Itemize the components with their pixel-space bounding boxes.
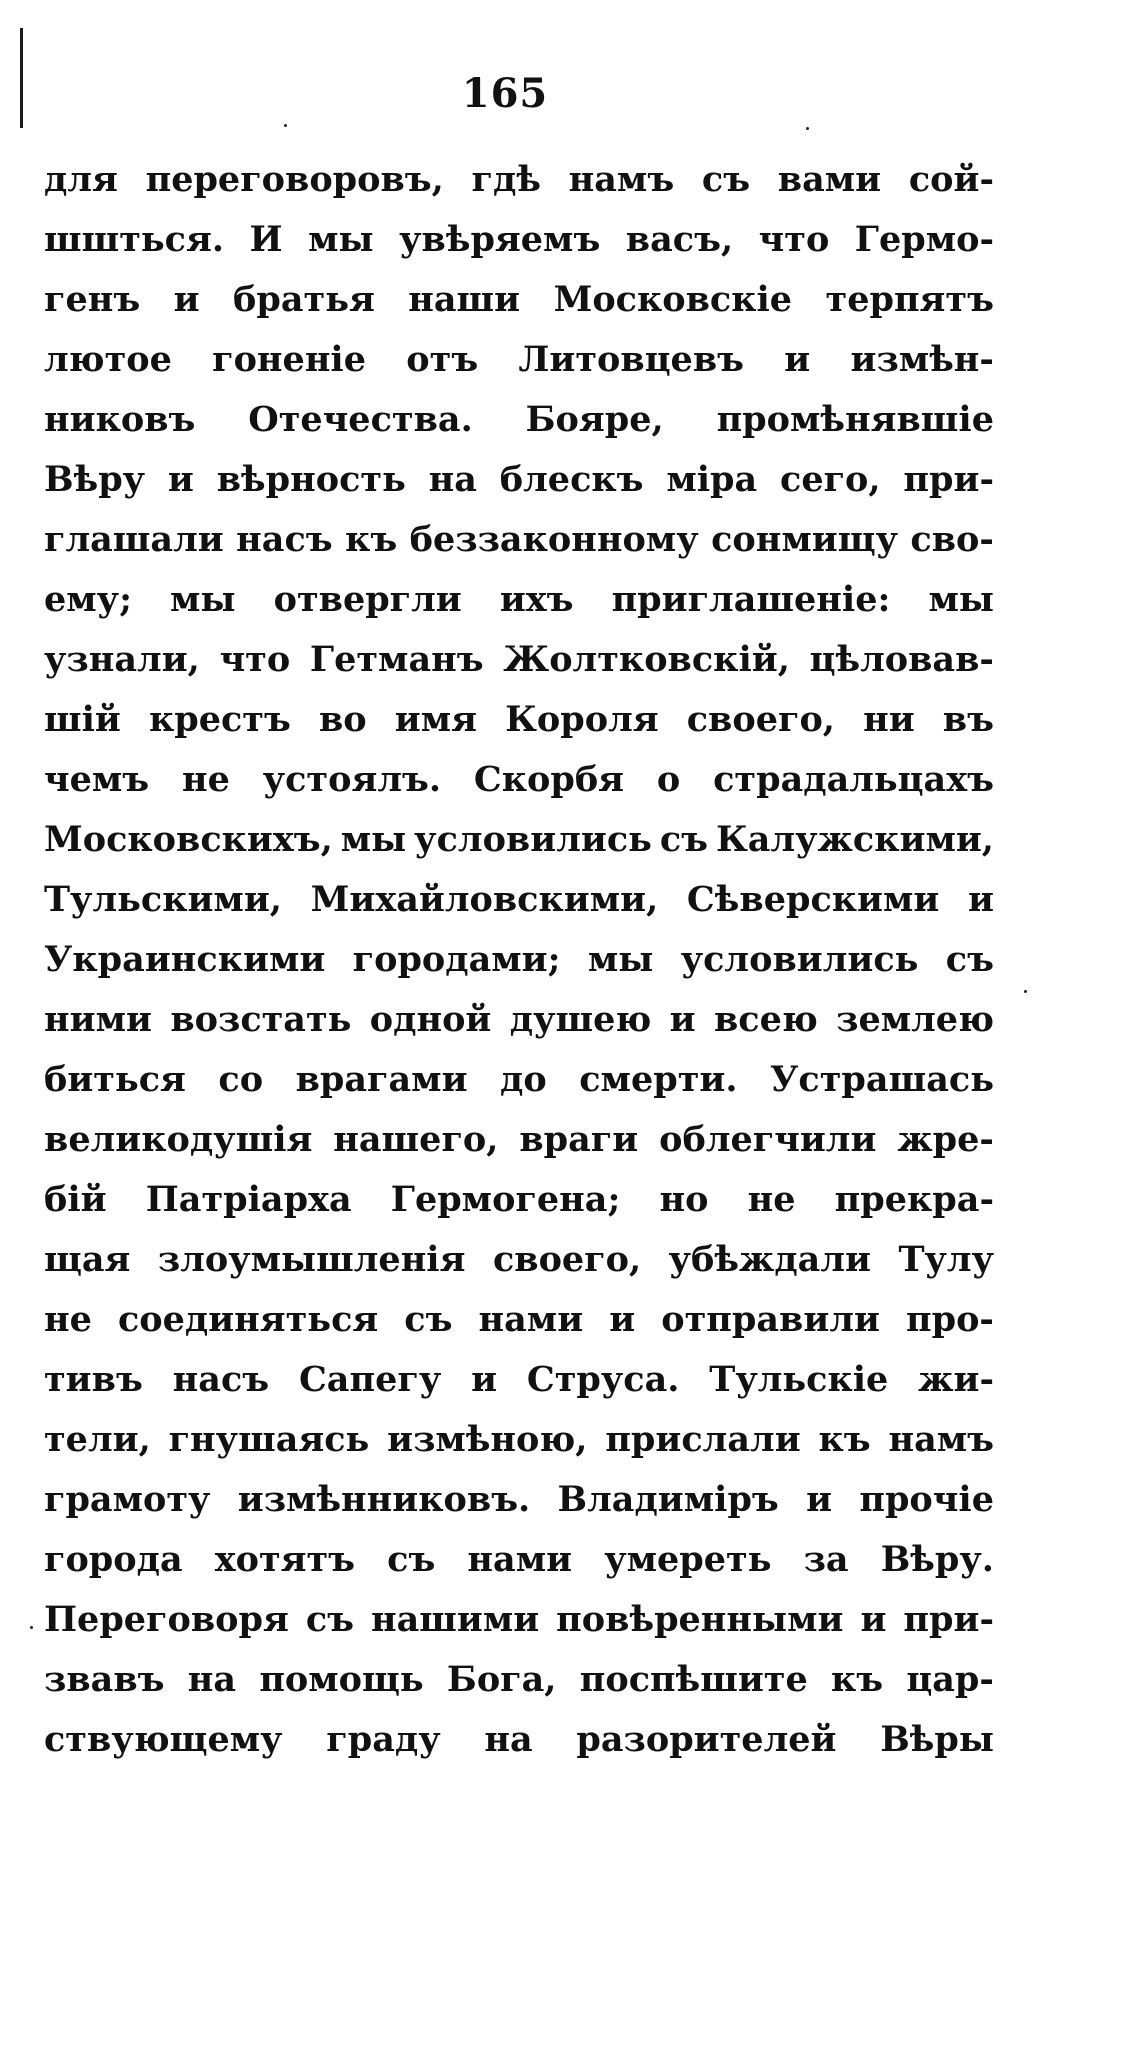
body-text xyxy=(44,150,994,1770)
word: и xyxy=(669,999,696,1040)
word: лютое xyxy=(44,339,172,380)
word: къ xyxy=(345,519,398,560)
word: городами; xyxy=(352,939,561,980)
word: Владиміръ xyxy=(557,1479,779,1520)
word: насъ xyxy=(172,1359,270,1400)
word: къ xyxy=(831,1659,884,1700)
text-line xyxy=(44,1590,994,1650)
word: за xyxy=(803,1539,849,1580)
word: Московскихъ, xyxy=(44,819,333,860)
word: при- xyxy=(903,459,994,500)
word: мы xyxy=(587,939,654,980)
word: и xyxy=(806,1479,833,1520)
word: нашими xyxy=(370,1599,540,1640)
word: увѣряемъ xyxy=(399,219,601,260)
print-speck xyxy=(1024,990,1027,993)
word: прислали xyxy=(605,1419,801,1460)
word: Сапегу xyxy=(298,1359,442,1400)
word: до xyxy=(500,1059,547,1100)
word: съ xyxy=(945,939,994,980)
word: Гермо- xyxy=(854,219,994,260)
word: поспѣшите xyxy=(579,1659,808,1700)
word: что xyxy=(758,219,830,260)
text-line xyxy=(44,1410,994,1470)
word: разорителей xyxy=(576,1719,837,1760)
word: цѣловав- xyxy=(809,639,994,680)
text-line xyxy=(44,510,994,570)
word: грамоту xyxy=(44,1479,211,1520)
word: убѣждали xyxy=(668,1239,871,1280)
word: не xyxy=(44,1299,92,1340)
word: и xyxy=(609,1299,636,1340)
word: промѣнявшіе xyxy=(716,399,994,440)
word: но xyxy=(659,1179,709,1220)
word: Михайловскими, xyxy=(310,879,659,920)
word: Бога, xyxy=(446,1659,557,1700)
text-line xyxy=(44,390,994,450)
text-line xyxy=(44,990,994,1050)
word: отвергли xyxy=(273,579,462,620)
word: Переговоря xyxy=(44,1599,289,1640)
word: на xyxy=(484,1719,533,1760)
word: сой- xyxy=(908,159,994,200)
word: сего, xyxy=(780,459,881,500)
text-line xyxy=(44,870,994,930)
word: никовъ xyxy=(44,399,196,440)
page-number: 165 xyxy=(461,70,549,117)
text-line xyxy=(44,150,994,210)
word: Вѣры xyxy=(880,1719,994,1760)
word: Тульскими, xyxy=(44,879,282,920)
text-line xyxy=(44,1050,994,1110)
text-line xyxy=(44,630,994,690)
word: глашали xyxy=(44,519,224,560)
word: Патріарха xyxy=(145,1179,352,1220)
word: Отечества. xyxy=(248,399,473,440)
text-line xyxy=(44,1530,994,1590)
word: ствующему xyxy=(44,1719,283,1760)
print-speck xyxy=(30,1626,33,1629)
text-line xyxy=(44,1230,994,1290)
text-line xyxy=(44,930,994,990)
word: наши xyxy=(408,279,521,320)
word: хотятъ xyxy=(214,1539,356,1580)
word: помощь xyxy=(259,1659,424,1700)
word: своего, xyxy=(686,699,835,740)
word: Струса. xyxy=(526,1359,680,1400)
word: одной xyxy=(369,999,492,1040)
word: не xyxy=(181,759,230,800)
word: къ xyxy=(818,1419,871,1460)
word: терпятъ xyxy=(825,279,994,320)
word: условились xyxy=(680,939,919,980)
word: гдѣ xyxy=(471,159,541,200)
word: измѣною, xyxy=(387,1419,588,1460)
word: мы xyxy=(308,219,374,260)
word: о xyxy=(656,759,681,800)
word: генъ xyxy=(44,279,141,320)
word: съ xyxy=(404,1299,453,1340)
word: и xyxy=(173,279,200,320)
text-line xyxy=(44,330,994,390)
word: прочіе xyxy=(859,1479,994,1520)
word: гнушаясь xyxy=(168,1419,370,1460)
word: своего, xyxy=(492,1239,642,1280)
word: на xyxy=(187,1659,237,1700)
word: Устрашась xyxy=(770,1059,994,1100)
word: отправили xyxy=(661,1299,880,1340)
word: возстать xyxy=(170,999,352,1040)
word: что xyxy=(219,639,291,680)
word: И xyxy=(249,219,283,260)
word: Тульскіе xyxy=(709,1359,889,1400)
word: переговоровъ, xyxy=(145,159,444,200)
word: отъ xyxy=(406,339,479,380)
word: васъ, xyxy=(625,219,734,260)
word: Вѣру. xyxy=(880,1539,994,1580)
word: ему; xyxy=(44,579,132,620)
word: намъ xyxy=(888,1419,994,1460)
word: со xyxy=(218,1059,264,1100)
word: смерти. xyxy=(579,1059,738,1100)
text-line xyxy=(44,570,994,630)
word: повѣренными xyxy=(556,1599,844,1640)
word: про- xyxy=(906,1299,994,1340)
word: щая xyxy=(44,1239,131,1280)
word: узнали, xyxy=(44,639,200,680)
word: облегчили xyxy=(659,1119,877,1160)
word: Вѣру xyxy=(44,459,146,500)
word: Гетманъ xyxy=(309,639,484,680)
word: ихъ xyxy=(499,579,574,620)
word: умереть xyxy=(604,1539,772,1580)
word: душею xyxy=(509,999,652,1040)
word: звавъ xyxy=(44,1659,165,1700)
word: бій xyxy=(44,1179,107,1220)
word: мы xyxy=(170,579,236,620)
word: блескъ xyxy=(499,459,644,500)
word: шшться. xyxy=(44,219,225,260)
word: съ xyxy=(387,1539,436,1580)
word: приглашеніе: xyxy=(611,579,891,620)
word: мы xyxy=(928,579,994,620)
word: беззаконному xyxy=(409,519,699,560)
word: прекра- xyxy=(834,1179,994,1220)
word: нами xyxy=(478,1299,584,1340)
word: тели, xyxy=(44,1419,151,1460)
word: во xyxy=(318,699,367,740)
word: соединяться xyxy=(117,1299,379,1340)
word: злоумышленія xyxy=(157,1239,466,1280)
word: Тулу xyxy=(898,1239,994,1280)
word: намъ xyxy=(568,159,675,200)
word: и xyxy=(784,339,811,380)
text-line xyxy=(44,1290,994,1350)
word: при- xyxy=(903,1599,994,1640)
word: устоялъ. xyxy=(262,759,442,800)
word: въ xyxy=(942,699,994,740)
word: съ xyxy=(305,1599,354,1640)
print-speck xyxy=(284,124,287,127)
word: сонмищу xyxy=(711,519,898,560)
word: вѣрность xyxy=(216,459,406,500)
text-line xyxy=(44,1710,994,1770)
word: съ xyxy=(701,159,751,200)
word: имя xyxy=(394,699,477,740)
word: ни xyxy=(863,699,915,740)
word: жре- xyxy=(897,1119,994,1160)
text-line xyxy=(44,1470,994,1530)
word: города xyxy=(44,1539,183,1580)
word: страдальцахъ xyxy=(713,759,994,800)
word: Скорбя xyxy=(473,759,625,800)
word: Сѣверскими xyxy=(686,879,940,920)
word: Украинскими xyxy=(44,939,326,980)
word: жи- xyxy=(918,1359,994,1400)
text-line xyxy=(44,810,994,870)
word: Литовцевъ xyxy=(518,339,744,380)
text-line xyxy=(44,1650,994,1710)
word: міра xyxy=(666,459,758,500)
word: нашего, xyxy=(333,1119,499,1160)
word: Короля xyxy=(505,699,659,740)
word: тивъ xyxy=(44,1359,143,1400)
word: Московскіе xyxy=(553,279,793,320)
word: Гермогена; xyxy=(390,1179,621,1220)
word: гоненіе xyxy=(212,339,367,380)
text-line xyxy=(44,210,994,270)
text-line xyxy=(44,270,994,330)
word: измѣнниковъ. xyxy=(237,1479,531,1520)
word: насъ xyxy=(236,519,333,560)
text-line xyxy=(44,450,994,510)
word: Калужскими, xyxy=(715,819,994,860)
text-line xyxy=(44,1170,994,1230)
word: Бояре, xyxy=(525,399,664,440)
text-line xyxy=(44,690,994,750)
word: чемъ xyxy=(44,759,150,800)
word: враги xyxy=(519,1119,639,1160)
word: измѣн- xyxy=(850,339,994,380)
text-line xyxy=(44,750,994,810)
text-line xyxy=(44,1110,994,1170)
word: для xyxy=(44,159,118,200)
word: сво- xyxy=(910,519,994,560)
word: и xyxy=(860,1599,887,1640)
word: нами xyxy=(467,1539,573,1580)
word: вами xyxy=(777,159,882,200)
word: граду xyxy=(326,1719,441,1760)
word: и xyxy=(471,1359,498,1400)
word: землею xyxy=(836,999,994,1040)
word: съ xyxy=(659,819,709,860)
word: условились xyxy=(414,819,652,860)
word: крестъ xyxy=(148,699,291,740)
word: цар- xyxy=(906,1659,994,1700)
word: не xyxy=(747,1179,796,1220)
word: братья xyxy=(233,279,375,320)
word: врагами xyxy=(295,1059,468,1100)
word: великодушія xyxy=(44,1119,313,1160)
word: и xyxy=(968,879,994,920)
word: всею xyxy=(713,999,818,1040)
word: и xyxy=(167,459,194,500)
text-line xyxy=(44,1350,994,1410)
word: шій xyxy=(44,699,121,740)
word: биться xyxy=(44,1059,186,1100)
print-speck xyxy=(806,127,809,130)
word: ними xyxy=(44,999,152,1040)
word: Жолтковскій, xyxy=(503,639,790,680)
word: на xyxy=(428,459,477,500)
word: мы xyxy=(340,819,407,860)
